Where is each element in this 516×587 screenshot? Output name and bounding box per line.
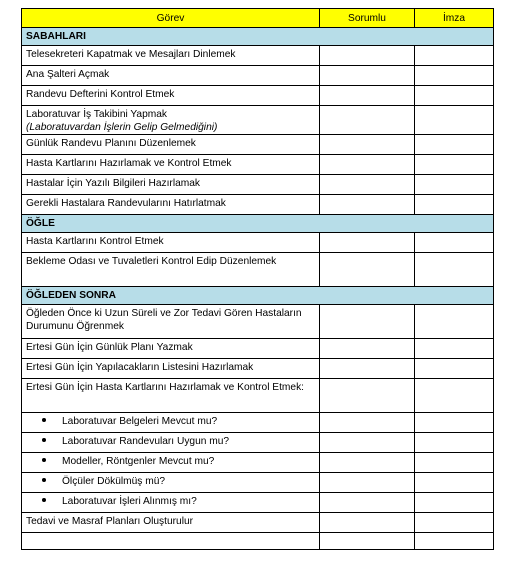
task-cell (22, 379, 320, 413)
responsible-cell[interactable] (320, 155, 415, 175)
section-title: SABAHLARI (22, 28, 494, 46)
table-row (22, 106, 494, 135)
task-text: Ana Şalteri Açmak (26, 69, 110, 80)
responsible-cell[interactable] (320, 379, 415, 413)
table-row (22, 195, 494, 215)
responsible-cell[interactable] (320, 533, 415, 550)
responsible-cell[interactable] (320, 493, 415, 513)
responsible-cell[interactable] (320, 106, 415, 135)
signature-cell[interactable] (415, 513, 494, 533)
task-cell (22, 359, 320, 379)
task-cell (22, 66, 320, 86)
responsible-cell[interactable] (320, 473, 415, 493)
signature-cell[interactable] (415, 195, 494, 215)
task-text: Laboratuvar Randevuları Uygun mu? (62, 436, 230, 447)
task-text: Günlük Randevu Planını Düzenlemek (26, 138, 196, 149)
task-text: Tedavi ve Masraf Planları Oluşturulur (26, 516, 194, 527)
task-text: Ertesi Gün İçin Günlük Planı Yazmak (26, 342, 193, 353)
signature-cell[interactable] (415, 305, 494, 339)
responsible-cell[interactable] (320, 305, 415, 339)
task-checklist-sheet (21, 8, 494, 550)
responsible-cell[interactable] (320, 195, 415, 215)
task-text: Modeller, Röntgenler Mevcut mu? (62, 456, 215, 467)
bullet-icon (36, 415, 62, 428)
task-cell (22, 305, 320, 339)
task-text: Ertesi Gün İçin Yapılacakların Listesini Hazırlamak (26, 362, 254, 373)
task-cell (22, 106, 320, 135)
signature-cell[interactable] (415, 339, 494, 359)
table-row (22, 379, 494, 413)
signature-cell[interactable] (415, 453, 494, 473)
task-text: Gerekli Hastalara Randevularını Hatırlatmak (26, 198, 226, 209)
signature-cell[interactable] (415, 359, 494, 379)
header-task: Görev (22, 9, 320, 28)
signature-cell[interactable] (415, 233, 494, 253)
table-row (22, 493, 494, 513)
responsible-cell[interactable] (320, 433, 415, 453)
table-row (22, 433, 494, 453)
signature-cell[interactable] (415, 253, 494, 287)
task-text: Ertesi Gün İçin Hasta Kartlarını Hazırlamak ve Kontrol Etmek: (26, 382, 304, 393)
task-text: Hastalar İçin Yazılı Bilgileri Hazırlamak (26, 178, 200, 189)
responsible-cell[interactable] (320, 453, 415, 473)
task-cell (22, 233, 320, 253)
signature-cell[interactable] (415, 135, 494, 155)
task-cell (22, 195, 320, 215)
signature-cell[interactable] (415, 46, 494, 66)
task-table (21, 8, 494, 550)
header-row (22, 9, 494, 28)
table-row (22, 155, 494, 175)
responsible-cell[interactable] (320, 253, 415, 287)
responsible-cell[interactable] (320, 46, 415, 66)
task-text: Laboratuvar İş Takibini Yapmak (26, 109, 168, 120)
task-text: Hasta Kartlarını Kontrol Etmek (26, 236, 164, 247)
table-row (22, 533, 494, 550)
signature-cell[interactable] (415, 493, 494, 513)
task-cell (22, 155, 320, 175)
responsible-cell[interactable] (320, 86, 415, 106)
table-row (22, 46, 494, 66)
signature-cell[interactable] (415, 86, 494, 106)
header-signature: İmza (415, 9, 494, 28)
task-text: Bekleme Odası ve Tuvaletleri Kontrol Edip Düzenlemek (26, 256, 277, 267)
signature-cell[interactable] (415, 175, 494, 195)
responsible-cell[interactable] (320, 66, 415, 86)
task-cell (22, 413, 320, 433)
task-text: Laboratuvar Belgeleri Mevcut mu? (62, 416, 218, 427)
task-cell (22, 433, 320, 453)
table-row (22, 339, 494, 359)
table-row (22, 513, 494, 533)
table-row (22, 359, 494, 379)
signature-cell[interactable] (415, 66, 494, 86)
task-text: Ölçüler Dökülmüş mü? (62, 476, 166, 487)
signature-cell[interactable] (415, 106, 494, 135)
bullet-icon (36, 475, 62, 488)
task-cell (22, 339, 320, 359)
section-header-row (22, 28, 494, 46)
table-row (22, 413, 494, 433)
bullet-icon (36, 455, 62, 468)
signature-cell[interactable] (415, 433, 494, 453)
table-row (22, 175, 494, 195)
task-text: Telesekreteri Kapatmak ve Mesajları Dinlemek (26, 49, 236, 60)
table-row (22, 86, 494, 106)
section-header-row (22, 215, 494, 233)
section-title: ÖĞLE (22, 215, 494, 233)
responsible-cell[interactable] (320, 339, 415, 359)
task-cell (22, 473, 320, 493)
responsible-cell[interactable] (320, 359, 415, 379)
task-cell (22, 135, 320, 155)
signature-cell[interactable] (415, 155, 494, 175)
task-cell (22, 453, 320, 473)
task-subtext: (Laboratuvardan İşlerin Gelip Gelmediğini) (26, 122, 218, 133)
task-cell (22, 175, 320, 195)
task-cell (22, 493, 320, 513)
table-row (22, 453, 494, 473)
table-row (22, 135, 494, 155)
responsible-cell[interactable] (320, 413, 415, 433)
task-text: Laboratuvar İşleri Alınmış mı? (62, 496, 197, 507)
bullet-icon (36, 435, 62, 448)
task-cell (22, 513, 320, 533)
signature-cell[interactable] (415, 379, 494, 413)
signature-cell[interactable] (415, 473, 494, 493)
responsible-cell[interactable] (320, 175, 415, 195)
task-text: Randevu Defterini Kontrol Etmek (26, 89, 175, 100)
task-text: Öğleden Önce ki Uzun Süreli ve Zor Tedavi Gören Hastaların Durumunu Öğrenmek (26, 308, 302, 332)
responsible-cell[interactable] (320, 513, 415, 533)
task-cell (22, 253, 320, 287)
header-responsible: Sorumlu (320, 9, 415, 28)
task-text: Hasta Kartlarını Hazırlamak ve Kontrol Etmek (26, 158, 232, 169)
task-cell (22, 46, 320, 66)
table-row (22, 305, 494, 339)
table-row (22, 473, 494, 493)
bullet-icon (36, 495, 62, 508)
responsible-cell[interactable] (320, 233, 415, 253)
section-title: ÖĞLEDEN SONRA (22, 287, 494, 305)
table-row (22, 253, 494, 287)
signature-cell[interactable] (415, 413, 494, 433)
responsible-cell[interactable] (320, 135, 415, 155)
table-row (22, 233, 494, 253)
section-header-row (22, 287, 494, 305)
task-cell (22, 533, 320, 550)
table-row (22, 66, 494, 86)
table-body (22, 28, 494, 550)
task-cell (22, 86, 320, 106)
signature-cell[interactable] (415, 533, 494, 550)
